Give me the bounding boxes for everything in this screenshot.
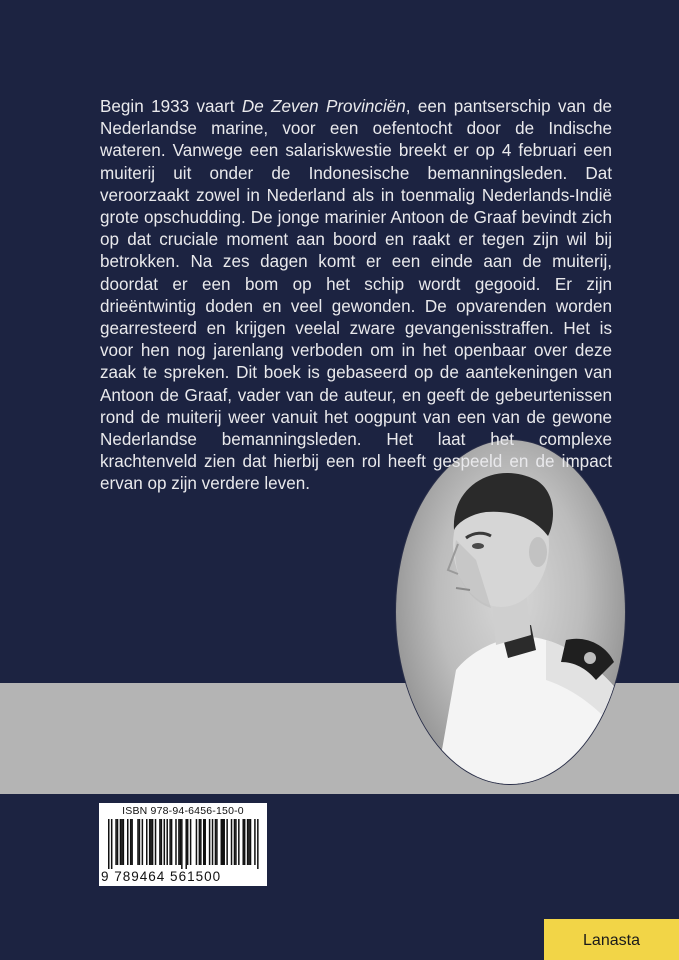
barcode-bar bbox=[196, 819, 198, 865]
barcode-bar bbox=[200, 819, 202, 865]
barcode-bar bbox=[212, 819, 214, 865]
barcode-bar bbox=[204, 819, 206, 865]
barcode-bar bbox=[242, 819, 244, 865]
barcode-bar bbox=[247, 819, 249, 865]
isbn-label: ISBN 978-94-6456-150-0 bbox=[122, 805, 244, 817]
barcode-bar bbox=[238, 819, 240, 865]
barcode-digits: 9 789464 561500 bbox=[101, 869, 222, 884]
barcode-bar bbox=[222, 819, 224, 865]
barcode-bar bbox=[231, 819, 233, 865]
barcode-bar bbox=[185, 819, 187, 869]
publisher-name: Lanasta bbox=[583, 931, 640, 949]
barcode-bar bbox=[209, 819, 211, 865]
barcode-bar bbox=[149, 819, 151, 865]
barcode-bar bbox=[235, 819, 237, 865]
barcode-bar bbox=[146, 819, 148, 865]
barcode-bar bbox=[164, 819, 166, 865]
barcode-bar bbox=[178, 819, 180, 865]
barcode-bar bbox=[127, 819, 129, 865]
barcode bbox=[108, 819, 260, 869]
barcode-bar bbox=[139, 819, 141, 865]
barcode-bar bbox=[223, 819, 225, 865]
barcode-bar bbox=[108, 819, 110, 869]
barcode-bar bbox=[131, 819, 133, 865]
barcode-bar bbox=[123, 819, 125, 865]
barcode-bar bbox=[175, 819, 177, 865]
isbn-barcode-box bbox=[99, 803, 267, 886]
barcode-bar bbox=[248, 819, 250, 865]
back-cover-blurb bbox=[100, 96, 612, 496]
barcode-bar bbox=[142, 819, 144, 865]
barcode-bar bbox=[203, 819, 205, 865]
barcode-bar bbox=[215, 819, 217, 865]
barcode-bar bbox=[257, 819, 259, 869]
barcode-bar bbox=[187, 819, 189, 865]
barcode-bar bbox=[199, 819, 201, 865]
ship-name: De Zeven Provinciën bbox=[241, 97, 406, 116]
barcode-bar bbox=[120, 819, 122, 865]
barcode-bar bbox=[115, 819, 117, 865]
barcode-bar bbox=[155, 819, 157, 865]
barcode-bar bbox=[150, 819, 152, 865]
barcode-bar bbox=[117, 819, 119, 865]
barcode-bar bbox=[166, 819, 168, 865]
barcode-bar bbox=[180, 819, 182, 865]
blurb-paragraph bbox=[100, 96, 612, 496]
barcode-bar bbox=[159, 819, 161, 865]
barcode-bar bbox=[190, 819, 192, 865]
publisher-badge bbox=[544, 919, 679, 960]
barcode-bar bbox=[221, 819, 223, 865]
barcode-bar bbox=[161, 819, 163, 865]
barcode-bar bbox=[152, 819, 154, 865]
barcode-bar bbox=[130, 819, 132, 865]
barcode-bar bbox=[121, 819, 123, 865]
barcode-bar bbox=[216, 819, 218, 865]
barcode-bar bbox=[234, 819, 236, 865]
barcode-bar bbox=[181, 819, 183, 869]
barcode-bar bbox=[226, 819, 228, 865]
blurb-text-intro: Begin 1933 vaart bbox=[100, 97, 242, 116]
barcode-bar bbox=[254, 819, 256, 865]
barcode-bar bbox=[244, 819, 246, 865]
barcode-bar bbox=[250, 819, 252, 865]
barcode-bar bbox=[137, 819, 139, 865]
barcode-bar bbox=[171, 819, 173, 865]
blurb-text-body: , een pantserschip van de Nederlandse marine, voor een oefentocht door de Indische wateren. Vanwege een salariskwestie breekt er op 4 februari een muiterij uit onder de Indonesische bemanningsleden. Dat veroorzaakt zowel in Nederland als in toenmalig Nederlands-Indië grote opschudding. De jonge marinier Antoon de Graaf bevindt zich op dat cruciale moment aan boord en raakt er tegen zijn wil bij betrokken. Na zes dagen komt er een einde aan de muiterij, doordat er een bom op het schip wordt gegooid. Er zijn drieëntwintig doden en veel gewonden. De opvarenden worden gearresteerd en krijgen veelal zware gevangenisstraffen. Het is voor hen nog jarenlang verboden om in het openbaar over deze zaak te spreken. Dit boek is gebaseerd op de aantekeningen van Antoon de Graaf, vader van de auteur, en geeft de gebeurtenissen rond de muiterij weer vanuit het oogpunt van een van de gewone Nederlandse bemanningsleden. Het laat het complexe krachtenveld zien dat hierbij een rol heeft gespeeld en de impact ervan op zijn verdere leven. bbox=[100, 97, 612, 494]
barcode-bar bbox=[169, 819, 171, 865]
barcode-bar bbox=[111, 819, 113, 869]
